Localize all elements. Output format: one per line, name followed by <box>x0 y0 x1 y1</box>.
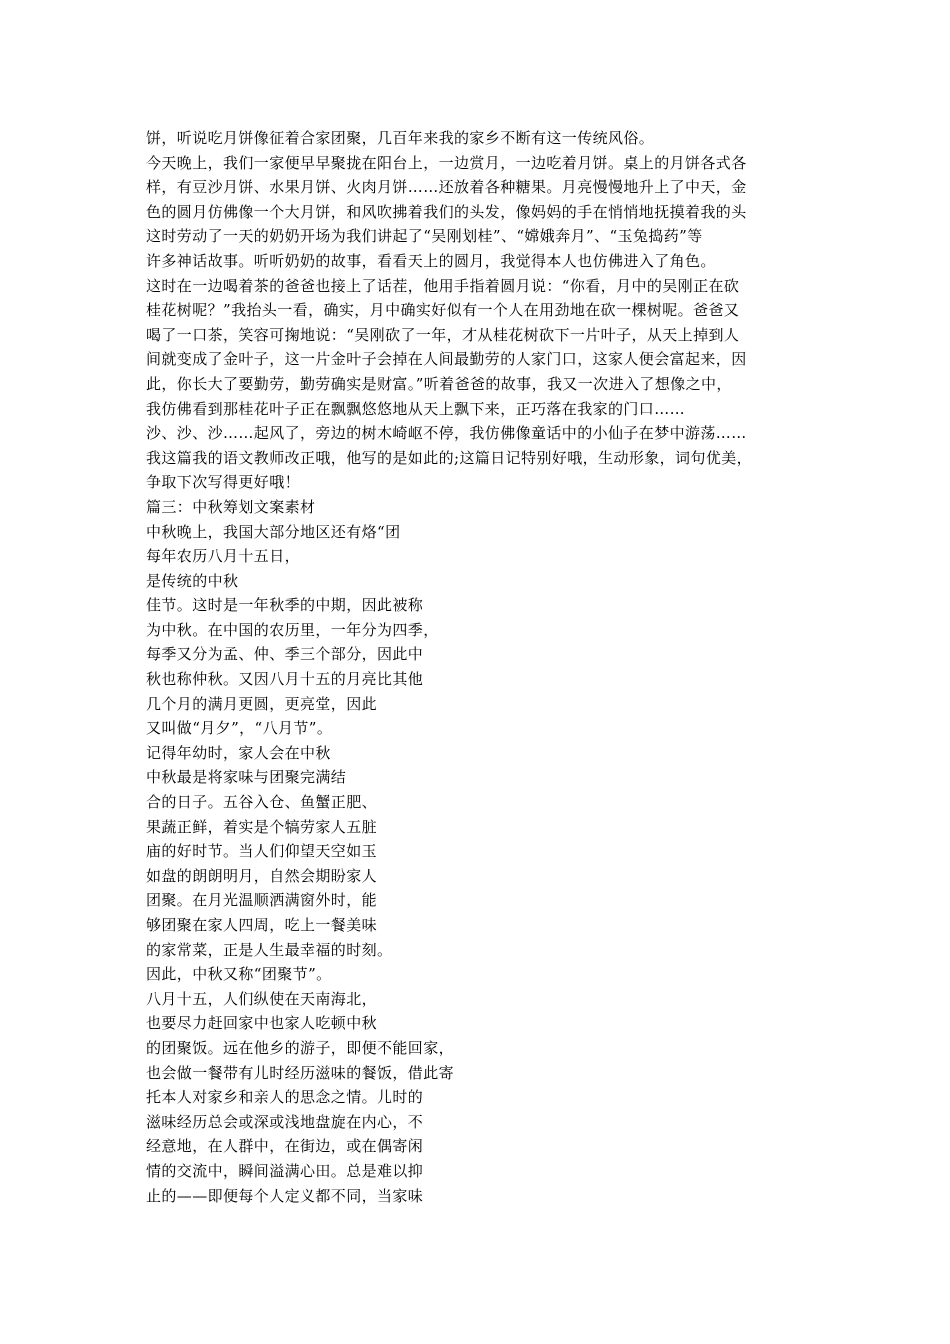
text-line: 每季又分为孟、仲、季三个部分，因此中 <box>146 645 424 664</box>
text-line: 几个月的满月更圆，更亮堂，因此 <box>146 694 378 713</box>
text-line: 秋也称仲秋。又因八月十五的月亮比其他 <box>146 670 424 689</box>
text-line: 合的日子。五谷入仓、鱼蟹正肥、 <box>146 793 378 812</box>
text-line: 中秋晚上，我国大部分地区还有烙“团 <box>146 522 401 541</box>
text-line: 佳节。这时是一年秋季的中期，因此被称 <box>146 596 424 615</box>
text-line: 够团聚在家人四周，吃上一餐美味 <box>146 916 378 934</box>
section-heading: 篇三：中秋筹划文案素材 <box>146 497 316 516</box>
text-line: 为中秋。在中国的农历里，一年分为四季， <box>146 620 439 639</box>
text-line: 托本人对家乡和亲人的思念之情。儿时的 <box>146 1088 424 1107</box>
text-line: 果蔬正鲜，着实是个犒劳家人五脏 <box>146 817 378 836</box>
text-line: 这时劳动了一天的奶奶开场为我们讲起了“吴刚划桂”、“嫦娥奔月”、“玉兔捣药”等 <box>146 227 703 246</box>
text-line: 团聚。在月光温顺洒满窗外时，能 <box>146 891 378 910</box>
text-line: 喝了一口茶，笑容可掬地说：“吴刚砍了一年，才从桂花树砍下一片叶子，从天上掉到人 <box>146 325 740 344</box>
text-line: 的家常菜，正是人生最幸福的时刻。 <box>146 940 393 959</box>
text-line: 我仿佛看到那桂花叶子正在飘飘悠悠地从天上飘下来，正巧落在我家的门口…… <box>146 399 686 418</box>
text-line: 今天晚上，我们一家便早早聚拢在阳台上，一边赏月，一边吃着月饼。桌上的月饼各式各 <box>146 153 747 172</box>
text-line: 我这篇我的语文教师改正哦，他写的是如此的;这篇日记特别好哦，生动形象，词句优美， <box>146 448 753 467</box>
text-line: 每年农历八月十五日， <box>146 547 301 566</box>
text-line: 色的圆月仿佛像一个大月饼，和风吹拂着我们的头发，像妈妈的手在悄悄地抚摸着我的头 <box>146 202 747 221</box>
text-line: 饼，听说吃月饼像征着合家团聚，几百年来我的家乡不断有这一传统风俗。 <box>146 129 655 147</box>
text-line: 样，有豆沙月饼、水果月饼、火肉月饼……还放着各种糖果。月亮慢慢地升上了中天，金 <box>146 178 747 197</box>
text-line: 许多神话故事。听听奶奶的故事，看看天上的圆月，我觉得本人也仿佛进入了角色。 <box>146 251 716 270</box>
text-line: 是传统的中秋 <box>146 571 239 590</box>
text-line: 此，你长大了要勤劳，勤劳确实是财富。”听着爸爸的故事，我又一次进入了想像之中， <box>146 374 732 393</box>
text-line: 中秋最是将家味与团聚完满结 <box>146 768 347 787</box>
text-column <box>146 126 818 1208</box>
text-line: 也会做一餐带有儿时经历滋味的餐饭，借此寄 <box>146 1063 455 1082</box>
text-line: 八月十五，人们纵使在天南海北， <box>146 989 378 1008</box>
text-line: 记得年幼时，家人会在中秋 <box>146 743 331 762</box>
text-line: 沙、沙、沙……起风了，旁边的树木崎岖不停，我仿佛像童话中的小仙子在梦中游荡…… <box>146 424 747 443</box>
text-line: 也要尽力赶回家中也家人吃顿中秋 <box>146 1014 378 1033</box>
text-line: 庙的好时节。当人们仰望天空如玉 <box>146 842 378 861</box>
text-line: 桂花树呢？”我抬头一看，确实，月中确实好似有一个人在用劲地在砍一棵树呢。爸爸又 <box>146 301 740 320</box>
text-line: 情的交流中，瞬间溢满心田。总是难以抑 <box>146 1161 424 1180</box>
text-line: 如盘的朗朗明月，自然会期盼家人 <box>146 866 378 885</box>
text-line: 这时在一边喝着茶的爸爸也接上了话茬，他用手指着圆月说：“你看，月中的吴刚正在砍 <box>146 276 740 295</box>
text-line: 经意地，在人群中，在街边，或在偶寄闲 <box>146 1137 424 1156</box>
text-line: 的团聚饭。远在他乡的游子，即便不能回家， <box>146 1038 455 1057</box>
text-line: 又叫做“月夕”，“八月节”。 <box>146 719 333 738</box>
text-line: 滋味经历总会或深或浅地盘旋在内心，不 <box>146 1112 424 1131</box>
text-line: 争取下次写得更好哦！ <box>146 473 301 492</box>
text-line: 间就变成了金叶子，这一片金叶子会掉在人间最勤劳的人家门口，这家人便会富起来，因 <box>146 350 747 369</box>
text-line: 因此，中秋又称“团聚节”。 <box>146 965 332 984</box>
text-line: 止的——即便每个人定义都不同，当家味 <box>146 1186 424 1205</box>
